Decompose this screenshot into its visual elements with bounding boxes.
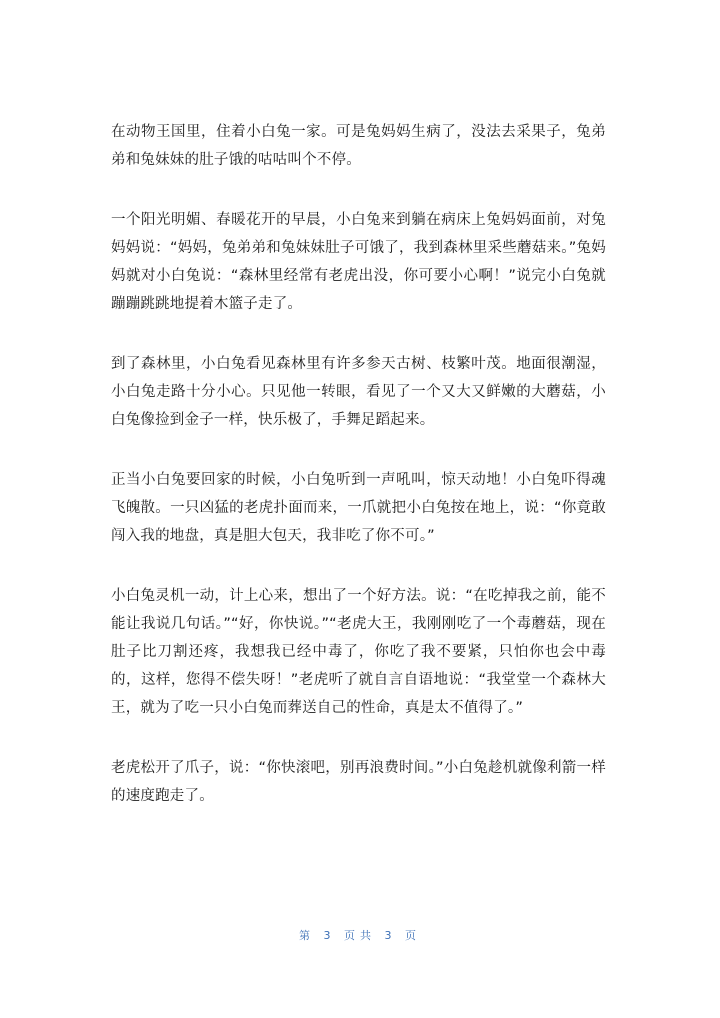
paragraph-gap: [111, 174, 606, 206]
paragraph-gap: [111, 550, 606, 582]
page-number-footer: 第 3 页共 3 页: [299, 929, 421, 942]
paragraph-gap: [111, 722, 606, 754]
paragraph-1: 在动物王国里，住着小白兔一家。可是兔妈妈生病了，没法去采果子，兔弟弟和兔妹妹的肚子饿的咕咕叫个不停。: [111, 124, 606, 168]
paragraph-6: 老虎松开了爪子，说：“你快滚吧，别再浪费时间。”小白兔趁机就像利箭一样的速度跑走了。: [111, 760, 606, 804]
paragraph-3: 到了森林里，小白兔看见森林里有许多参天古树、枝繁叶茂。地面很潮湿，小白兔走路十分小心。只见他一转眼，看见了一个又大又鲜嫩的大蘑菇，小白兔像捡到金子一样，快乐极了，手舞足蹈起来。: [111, 356, 606, 428]
paragraph-2: 一个阳光明媚、春暖花开的早晨，小白兔来到躺在病床上兔妈妈面前，对兔妈妈说：“妈妈，兔弟弟和兔妹妹肚子可饿了，我到森林里采些蘑菇来。”兔妈妈就对小白兔说：“森林里经常有老虎出没，你可要小心啊！”说完小白兔就蹦蹦跳跳地提着木篮子走了。: [111, 212, 606, 312]
paragraph-gap: [111, 318, 606, 350]
paragraph-gap: [111, 434, 606, 466]
paragraph-4: 正当小白兔要回家的时候，小白兔听到一声吼叫，惊天动地！小白兔吓得魂飞魄散。一只凶猛的老虎扑面而来，一爪就把小白兔按在地上，说：“你竟敢闯入我的地盘，真是胆大包天，我非吃了你不可。”: [111, 472, 606, 544]
story-body: [111, 118, 606, 810]
paragraph-5: 小白兔灵机一动，计上心来，想出了一个好方法。说：“在吃掉我之前，能不能让我说几句话。”“好，你快说。”“老虎大王，我刚刚吃了一个毒蘑菇，现在肚子比刀割还疼，我想我已经中毒了，你吃了我不要紧，只怕你也会中毒的，这样，您得不偿失呀！”老虎听了就自言自语地说：“我堂堂一个森林大王，就为了吃一只小白兔而葬送自己的性命，真是太不值得了。”: [111, 588, 606, 716]
